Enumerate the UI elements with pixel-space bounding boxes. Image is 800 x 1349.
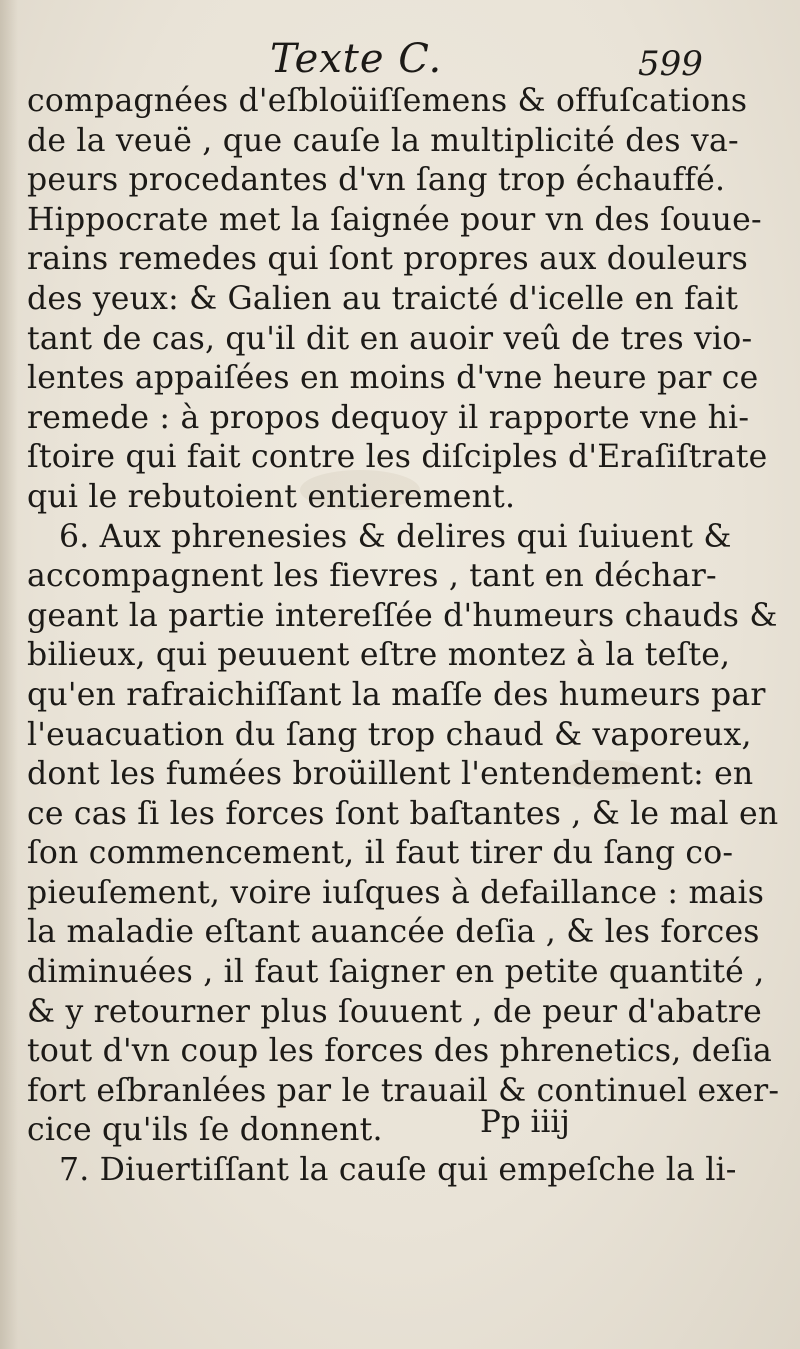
text-line: l'euacuation du ſang trop chaud & vaporeux, [27,716,752,753]
text-line: ce cas ſi les forces ſont baſtantes , & le mal en [27,795,779,832]
page-header [0,28,800,88]
text-line: des yeux: & Galien au traicté d'icelle en fait [27,280,739,317]
text-line: peurs procedantes d'vn ſang trop échauffé. [27,162,726,199]
body-text [27,82,787,1191]
text-line: tout d'vn coup les forces des phrenetics, deſia [27,1033,772,1070]
text-line: tant de cas, qu'il dit en auoir veû de tres vio- [27,320,753,357]
text-line: ſon commencement, il faut tirer du ſang co- [27,835,734,872]
text-line: Hippocrate met la ſaignée pour vn des ſouue- [27,201,762,238]
text-line: compagnées d'eſbloüiſſemens & offuſcations [27,83,748,119]
text-line: pieuſement, voire iuſques à defaillance : mais [27,874,765,911]
text-line: geant la partie intereſſée d'humeurs chauds & [27,597,778,634]
text-line: qui le rebutoient entierement. [27,478,516,515]
text-line: & y retourner plus ſouuent , de peur d'abatre [27,993,762,1030]
text-line: cice qu'ils ſe donnent. [27,1112,383,1149]
text-line: remede : à propos dequoy il rapporte vne hi- [27,399,750,436]
text-line: rains remedes qui ſont propres aux douleurs [27,241,749,278]
text-line: accompagnent les fievres , tant en déchar- [27,558,717,595]
page-gutter-shadow [0,0,18,1349]
signature-mark: Pp iiij [480,1104,570,1140]
running-title: Texte C. [270,36,443,82]
text-line: lentes appaiſées en moins d'vne heure par ce [27,360,759,397]
text-line: bilieux, qui peuuent eſtre montez à la teſte, [27,637,731,674]
paragraph-start-line: 7. Diuertiſſant la cauſe qui empeſche la li- [59,1152,737,1189]
text-line: qu'en rafraichiſſant la maſſe des humeurs par [27,676,766,713]
text-line: dont les fumées broüillent l'entendement: en [27,756,754,793]
paragraph-start-line: 6. Aux phrenesies & delires qui ſuiuent & [59,518,732,555]
text-line: de la veuë , que cauſe la multiplicité des va- [27,122,739,159]
text-line: la maladie eſtant auancée deſia , & les forces [27,914,760,951]
text-line: fort eſbranlées par le trauail & continuel exer- [27,1072,780,1109]
page-number: 599 [638,44,703,84]
text-line: ſtoire qui fait contre les diſciples d'Eraſiſtrate [27,439,768,476]
text-line: diminuées , il faut ſaigner en petite quantité , [27,954,765,991]
